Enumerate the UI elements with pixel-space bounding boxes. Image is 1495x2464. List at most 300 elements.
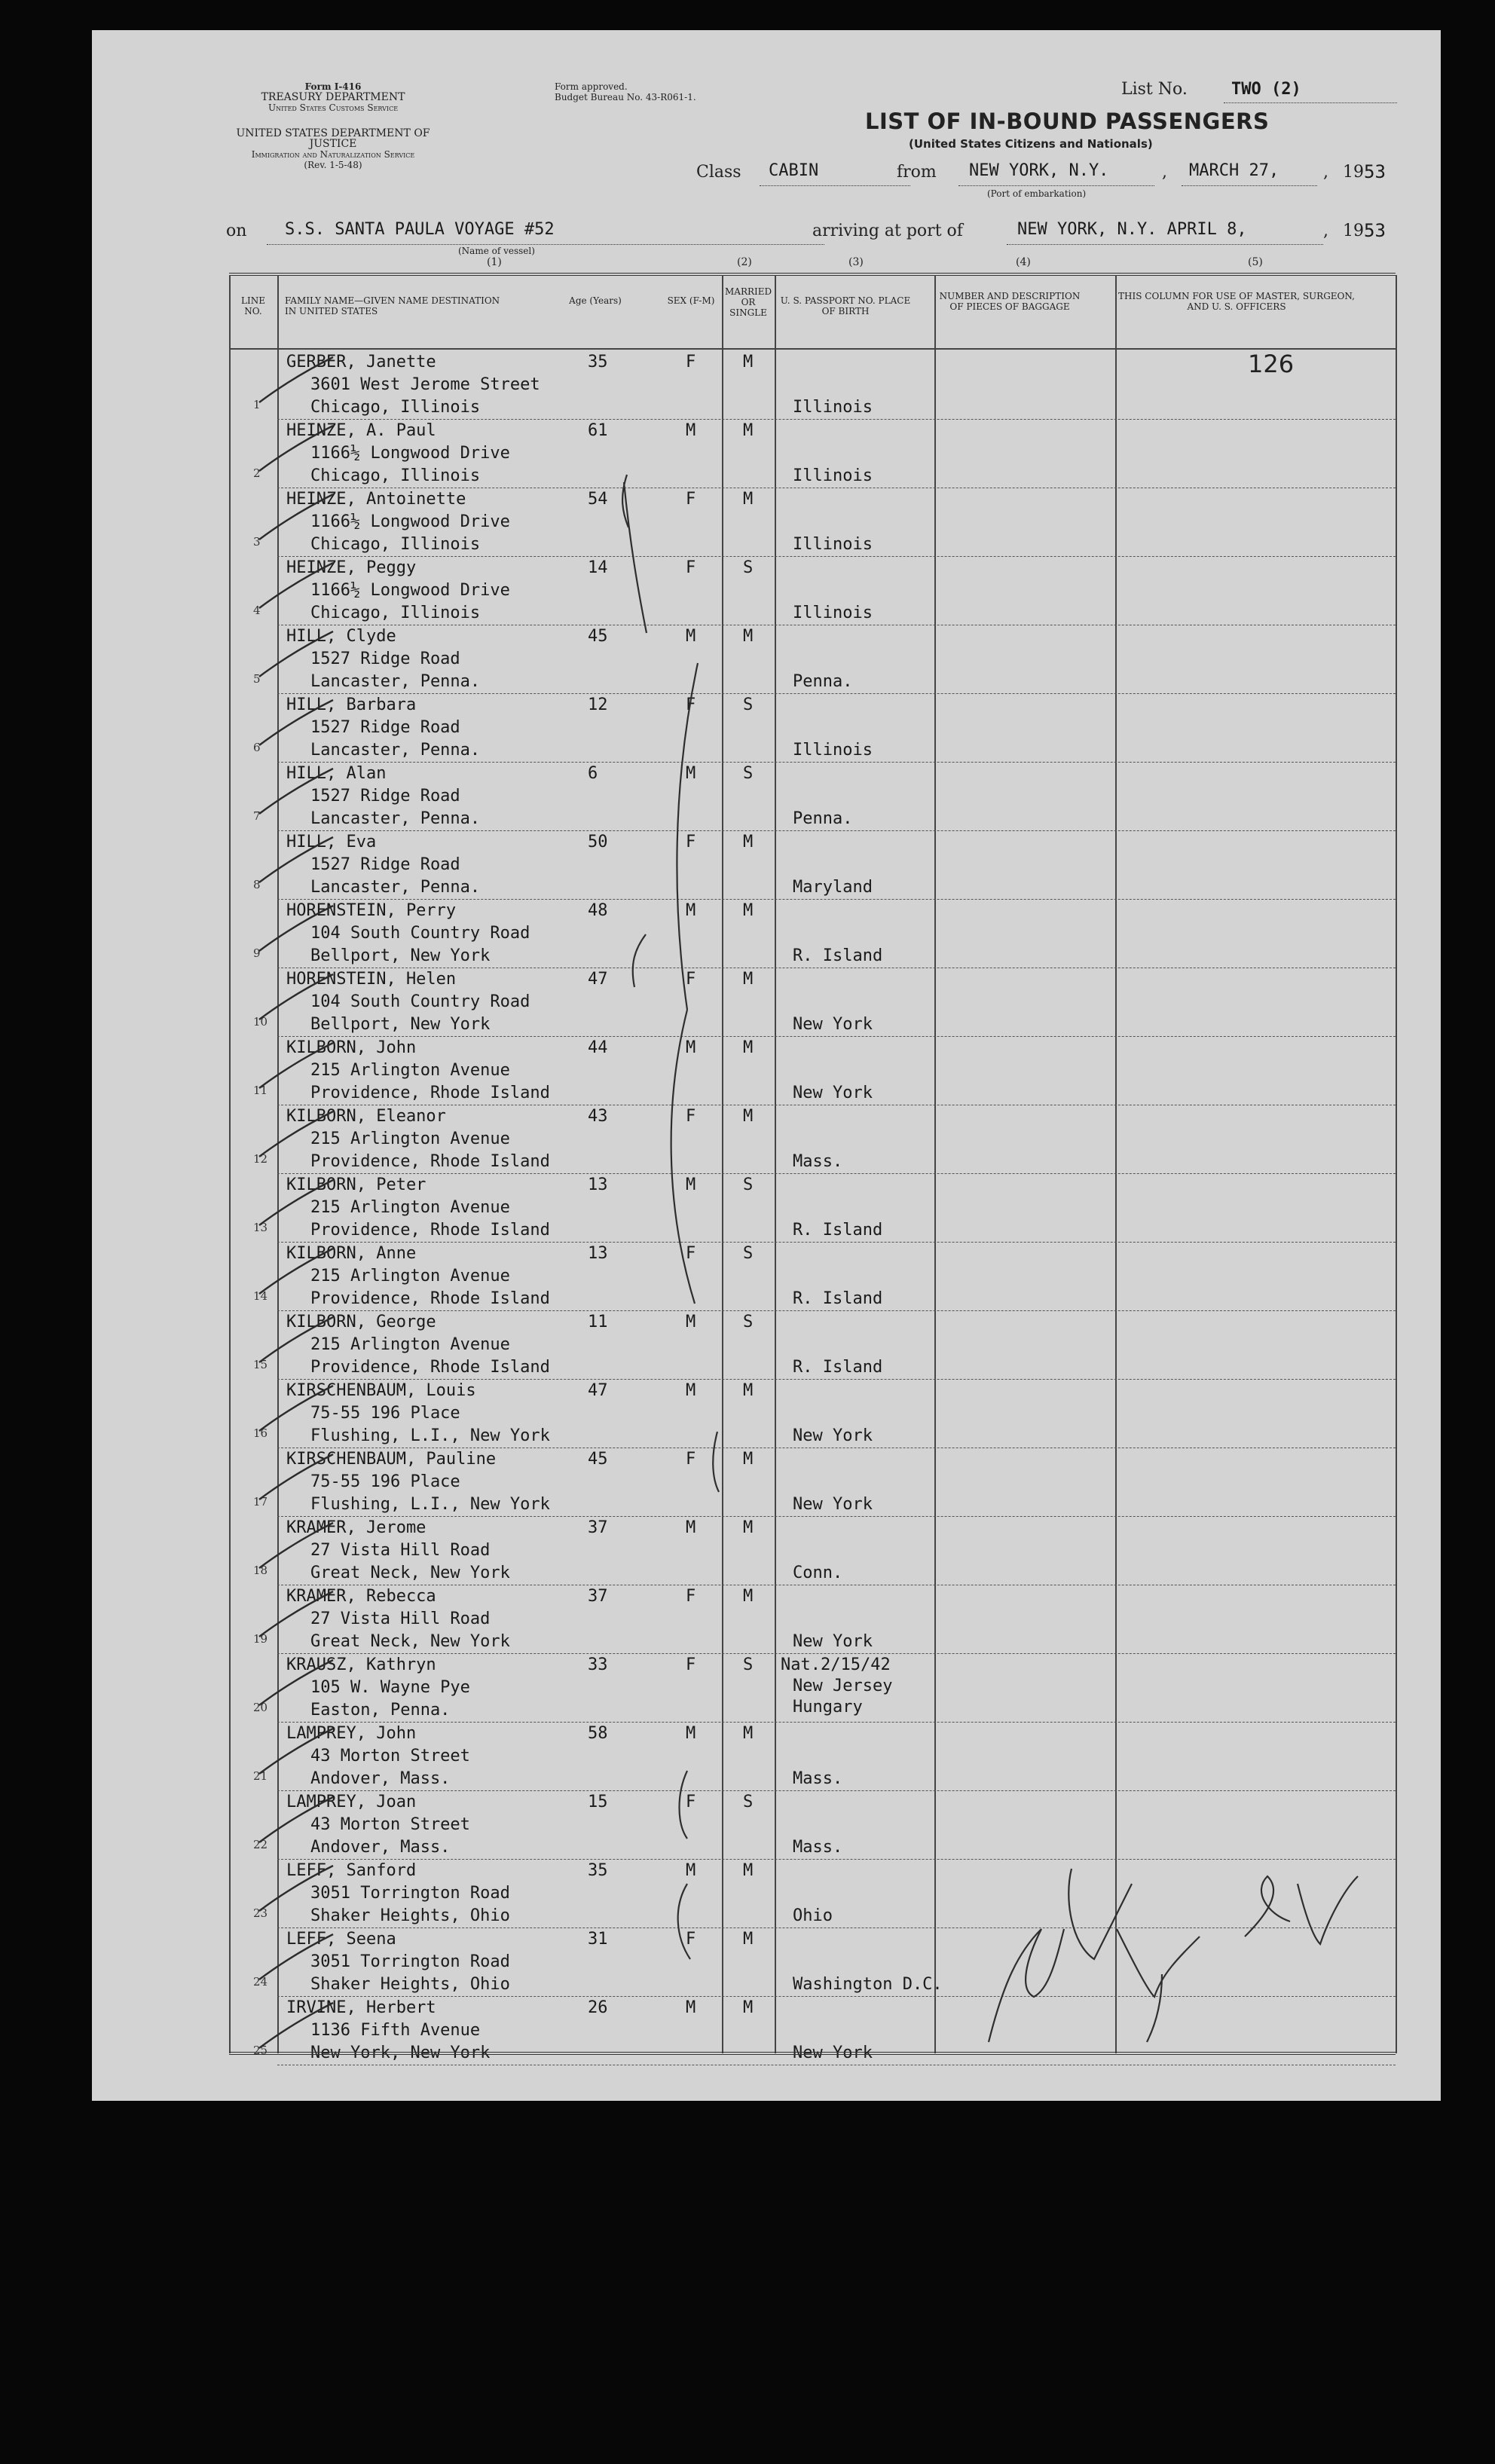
- address-city: Andover, Mass.: [310, 1769, 451, 1788]
- sex-value: F: [686, 353, 696, 371]
- address-city: Chicago, Illinois: [310, 398, 481, 417]
- comma: ,: [1323, 222, 1328, 240]
- line-number: 5: [253, 672, 261, 686]
- line-number: 3: [253, 535, 261, 549]
- line-number: 21: [253, 1769, 268, 1783]
- birth-place: R. Island: [793, 1221, 883, 1240]
- arriving-label: arriving at port of: [812, 222, 963, 240]
- table-row: [92, 488, 1441, 557]
- marital-status: M: [743, 833, 754, 851]
- column-number: (3): [848, 256, 864, 268]
- table-row: [92, 694, 1441, 763]
- address-street: 43 Morton Street: [310, 1747, 470, 1765]
- address-city: Lancaster, Penna.: [310, 672, 481, 691]
- line-number: 22: [253, 1838, 268, 1851]
- address-street: 215 Arlington Avenue: [310, 1198, 510, 1217]
- birth-place: Illinois: [793, 466, 873, 485]
- arrive-underline: [1007, 244, 1323, 245]
- col-header-baggage: NUMBER AND DESCRIPTION OF PIECES OF BAGGAGE: [939, 291, 1081, 312]
- address-street: 43 Morton Street: [310, 1815, 470, 1834]
- birth-place: New York: [793, 1426, 873, 1445]
- age-value: 37: [588, 1518, 608, 1537]
- address-city: Andover, Mass.: [310, 1838, 451, 1857]
- table-row: [92, 557, 1441, 625]
- check-mark-icon: [255, 1107, 338, 1160]
- marital-status: S: [743, 764, 754, 783]
- birth-place: New York: [793, 1632, 873, 1651]
- passenger-name: KILBORN, John: [286, 1038, 417, 1057]
- address-city: Lancaster, Penna.: [310, 878, 481, 897]
- table-row: [92, 1791, 1441, 1860]
- table-row: [92, 1380, 1441, 1448]
- address-city: Shaker Heights, Ohio: [310, 1906, 510, 1925]
- passenger-name: HILL, Eva: [286, 833, 377, 851]
- line-number: 4: [253, 604, 261, 617]
- vessel-name: S.S. SANTA PAULA VOYAGE #52: [285, 220, 555, 239]
- embark-port: NEW YORK, N.Y.: [969, 161, 1109, 180]
- treasury-dept: TREASURY DEPARTMENT: [261, 91, 405, 103]
- passenger-name: KILBORN, George: [286, 1313, 436, 1331]
- address-street: 105 W. Wayne Pye: [310, 1678, 470, 1697]
- sex-value: M: [686, 1175, 696, 1194]
- table-row: [92, 1174, 1441, 1243]
- arrival-port-date: NEW YORK, N.Y. APRIL 8,: [1017, 220, 1247, 239]
- from-underline: [958, 185, 1154, 186]
- sex-value: M: [686, 421, 696, 440]
- page-title: LIST OF IN-BOUND PASSENGERS: [865, 109, 1270, 134]
- table-row: [92, 1037, 1441, 1105]
- address-city: Great Neck, New York: [310, 1632, 510, 1651]
- birth-place: Mass.: [793, 1769, 843, 1788]
- table-row: [92, 625, 1441, 694]
- line-number: 12: [253, 1152, 268, 1166]
- sex-value: M: [686, 901, 696, 920]
- address-street: 215 Arlington Avenue: [310, 1130, 510, 1148]
- passenger-name: KRAMER, Jerome: [286, 1518, 426, 1537]
- marital-status: M: [743, 1861, 754, 1880]
- age-value: 31: [588, 1930, 608, 1949]
- birth-state: New Jersey: [793, 1677, 893, 1695]
- marital-status: S: [743, 695, 754, 714]
- sex-value: M: [686, 1861, 696, 1880]
- line-number: 1: [253, 398, 261, 411]
- address-street: 3601 West Jerome Street: [310, 375, 540, 394]
- address-city: Great Neck, New York: [310, 1564, 510, 1582]
- column-number: (2): [737, 256, 752, 268]
- depart-year: 53: [1364, 161, 1386, 182]
- revision: (Rev. 1-5-48): [304, 160, 362, 170]
- ins-service: Immigration and Naturalization Service: [251, 149, 415, 160]
- check-mark-icon: [255, 1518, 338, 1571]
- address-city: Providence, Rhode Island: [310, 1152, 550, 1171]
- passenger-name: KIRSCHENBAUM, Louis: [286, 1381, 476, 1400]
- line-number: 9: [253, 946, 261, 960]
- birth-place: New York: [793, 1015, 873, 1034]
- passenger-name: KRAUSZ, Kathryn: [286, 1655, 436, 1674]
- age-value: 43: [588, 1107, 608, 1126]
- check-mark-icon: [255, 695, 338, 748]
- address-street: 215 Arlington Avenue: [310, 1335, 510, 1354]
- sex-value: F: [686, 558, 696, 577]
- sex-value: F: [686, 1107, 696, 1126]
- year-prefix: 19: [1343, 163, 1364, 182]
- marital-status: S: [743, 1655, 754, 1674]
- line-number: 18: [253, 1564, 268, 1577]
- from-label: from: [897, 163, 937, 182]
- manifest-sheet: [92, 30, 1441, 2101]
- passenger-name: HORENSTEIN, Helen: [286, 970, 457, 989]
- age-value: 35: [588, 353, 608, 371]
- line-number: 14: [253, 1289, 268, 1303]
- column-number: (5): [1248, 256, 1263, 268]
- marital-status: M: [743, 1930, 754, 1949]
- age-value: 6: [588, 764, 598, 783]
- check-mark-icon: [255, 833, 338, 885]
- passenger-name: HEINZE, Antoinette: [286, 490, 466, 509]
- marital-status: S: [743, 1793, 754, 1811]
- age-value: 35: [588, 1861, 608, 1880]
- marital-status: M: [743, 1381, 754, 1400]
- address-city: Shaker Heights, Ohio: [310, 1975, 510, 1994]
- passenger-name: KILBORN, Eleanor: [286, 1107, 446, 1126]
- form-number: Form I-416: [304, 81, 362, 92]
- sex-value: F: [686, 1450, 696, 1469]
- sex-value: F: [686, 1587, 696, 1606]
- customs-service: United States Customs Service: [268, 102, 399, 113]
- table-top-rule: [229, 273, 1396, 276]
- passenger-name: HEINZE, A. Paul: [286, 421, 436, 440]
- passenger-name: KRAMER, Rebecca: [286, 1587, 436, 1606]
- birth-place: R. Island: [793, 1358, 883, 1377]
- form-header-agencies: [220, 81, 446, 113]
- address-street: 3051 Torrington Road: [310, 1884, 510, 1903]
- marital-status: M: [743, 627, 754, 646]
- address-street: 1166½ Longwood Drive: [310, 581, 510, 600]
- check-mark-icon: [255, 1793, 338, 1845]
- passenger-name: IRVINE, Herbert: [286, 1998, 436, 2017]
- age-value: 44: [588, 1038, 608, 1057]
- class-underline: [760, 185, 910, 186]
- birth-place: Illinois: [793, 604, 873, 622]
- col-header-sex: SEX (F-M): [667, 295, 715, 306]
- address-city: Flushing, L.I., New York: [310, 1426, 550, 1445]
- address-street: 27 Vista Hill Road: [310, 1541, 491, 1560]
- class-value: CABIN: [769, 161, 819, 180]
- birth-place: Hungary: [793, 1698, 863, 1717]
- vessel-underline: [267, 244, 824, 245]
- birth-place: Illinois: [793, 535, 873, 554]
- marital-status: M: [743, 353, 754, 371]
- birth-place: Illinois: [793, 741, 873, 760]
- arrive-year: 53: [1364, 220, 1386, 241]
- address-city: Lancaster, Penna.: [310, 741, 481, 760]
- address-city: Providence, Rhode Island: [310, 1358, 550, 1377]
- table-row: [92, 1585, 1441, 1654]
- check-mark-icon: [255, 970, 338, 1023]
- sex-value: M: [686, 1518, 696, 1537]
- age-value: 47: [588, 970, 608, 989]
- check-mark-icon: [255, 901, 338, 954]
- age-value: 47: [588, 1381, 608, 1400]
- passenger-name: HILL, Barbara: [286, 695, 417, 714]
- line-number: 11: [253, 1084, 268, 1097]
- passenger-name: KIRSCHENBAUM, Pauline: [286, 1450, 497, 1469]
- age-value: 33: [588, 1655, 608, 1674]
- address-city: New York, New York: [310, 2044, 491, 2062]
- budget-bureau: Budget Bureau No. 43-R061-1.: [555, 92, 696, 102]
- address-city: Providence, Rhode Island: [310, 1084, 550, 1102]
- age-value: 13: [588, 1175, 608, 1194]
- sex-value: M: [686, 1313, 696, 1331]
- address-street: 1527 Ridge Road: [310, 787, 460, 806]
- check-mark-icon: [255, 1998, 338, 2051]
- passenger-name: LAMPREY, Joan: [286, 1793, 417, 1811]
- passenger-name: HILL, Alan: [286, 764, 387, 783]
- table-row: [92, 1860, 1441, 1928]
- age-value: 58: [588, 1724, 608, 1743]
- class-label: Class: [696, 163, 741, 182]
- address-city: Bellport, New York: [310, 1015, 491, 1034]
- birth-place: New York: [793, 2044, 873, 2062]
- line-number: 6: [253, 741, 261, 754]
- sex-value: M: [686, 1038, 696, 1057]
- birth-place: New York: [793, 1084, 873, 1102]
- form-approved: Form approved.: [555, 81, 628, 92]
- sex-value: M: [686, 1724, 696, 1743]
- list-no-value: TWO (2): [1231, 80, 1301, 99]
- check-mark-icon: [255, 1244, 338, 1297]
- line-number: 13: [253, 1221, 268, 1234]
- address-street: 104 South Country Road: [310, 992, 530, 1011]
- sex-value: F: [686, 490, 696, 509]
- age-value: 61: [588, 421, 608, 440]
- address-street: 1527 Ridge Road: [310, 855, 460, 874]
- sex-value: M: [686, 1381, 696, 1400]
- sex-value: F: [686, 695, 696, 714]
- birth-place: Mass.: [793, 1152, 843, 1171]
- age-value: 50: [588, 833, 608, 851]
- sex-value: M: [686, 627, 696, 646]
- sex-value: F: [686, 1244, 696, 1263]
- table-row: [92, 763, 1441, 831]
- passenger-name: KILBORN, Anne: [286, 1244, 417, 1263]
- table-row: [92, 831, 1441, 900]
- marital-status: M: [743, 970, 754, 989]
- line-number: 17: [253, 1495, 268, 1509]
- sex-value: F: [686, 1655, 696, 1674]
- col-header-married: MARRIED OR SINGLE: [725, 286, 772, 318]
- col-header-passport: U. S. PASSPORT NO. PLACE OF BIRTH: [780, 295, 911, 316]
- check-mark-icon: [255, 1313, 338, 1365]
- list-no-label: List No.: [1121, 80, 1188, 99]
- naturalization: Nat.2/15/42: [781, 1655, 891, 1674]
- table-row: [92, 1243, 1441, 1311]
- table-row: [92, 1448, 1441, 1517]
- line-number: 20: [253, 1701, 268, 1714]
- table-row: [92, 420, 1441, 488]
- port-caption: (Port of embarkation): [987, 188, 1087, 199]
- address-city: Bellport, New York: [310, 946, 491, 965]
- table-row: [92, 1723, 1441, 1791]
- marital-status: M: [743, 901, 754, 920]
- table-row: [92, 1654, 1441, 1723]
- birth-place: R. Island: [793, 946, 883, 965]
- birth-place: Ohio: [793, 1906, 833, 1925]
- col-header-officers: THIS COLUMN FOR USE OF MASTER, SURGEON, AND U. S. OFFICERS: [1118, 291, 1355, 312]
- age-value: 11: [588, 1313, 608, 1331]
- age-value: 12: [588, 695, 608, 714]
- line-number: 16: [253, 1426, 268, 1440]
- sex-value: F: [686, 970, 696, 989]
- address-city: Chicago, Illinois: [310, 535, 481, 554]
- table-row: [92, 1311, 1441, 1380]
- check-mark-icon: [255, 1175, 338, 1228]
- officer-number: 126: [1248, 350, 1295, 378]
- list-no-underline: [1224, 102, 1397, 103]
- table-row: [92, 1517, 1441, 1585]
- age-value: 48: [588, 901, 608, 920]
- address-street: 104 South Country Road: [310, 924, 530, 943]
- check-mark-icon: [255, 1930, 338, 1983]
- col-header-name: FAMILY NAME—GIVEN NAME DESTINATION IN UNITED STATES: [285, 295, 500, 316]
- address-street: 1166½ Longwood Drive: [310, 444, 510, 463]
- address-city: Lancaster, Penna.: [310, 809, 481, 828]
- check-mark-icon: [255, 764, 338, 817]
- check-mark-icon: [255, 558, 338, 611]
- marital-status: M: [743, 1450, 754, 1469]
- passenger-name: LEFF, Sanford: [286, 1861, 417, 1880]
- age-value: 13: [588, 1244, 608, 1263]
- col-header-line: LINE NO.: [241, 295, 265, 316]
- line-number: 2: [253, 466, 261, 480]
- birth-place: Conn.: [793, 1564, 843, 1582]
- birth-place: Illinois: [793, 398, 873, 417]
- check-mark-icon: [255, 1724, 338, 1777]
- passenger-name: LEFF, Seena: [286, 1930, 396, 1949]
- table-row: [92, 968, 1441, 1037]
- check-mark-icon: [255, 627, 338, 680]
- marital-status: M: [743, 1587, 754, 1606]
- age-value: 15: [588, 1793, 608, 1811]
- address-street: 215 Arlington Avenue: [310, 1267, 510, 1285]
- check-mark-icon: [255, 353, 338, 405]
- address-street: 1136 Fifth Avenue: [310, 2021, 481, 2040]
- address-street: 1527 Ridge Road: [310, 650, 460, 668]
- address-street: 3051 Torrington Road: [310, 1952, 510, 1971]
- passenger-name: HILL, Clyde: [286, 627, 396, 646]
- column-number: (1): [487, 256, 502, 268]
- table-row: [92, 1997, 1441, 2065]
- approval-note: [555, 81, 696, 102]
- comma: ,: [1323, 163, 1328, 182]
- date-underline: [1182, 185, 1317, 186]
- on-label: on: [226, 222, 247, 240]
- table-row: [92, 900, 1441, 968]
- table-row: [92, 1928, 1441, 1997]
- check-mark-icon: [255, 1381, 338, 1434]
- age-value: 45: [588, 627, 608, 646]
- marital-status: S: [743, 1244, 754, 1263]
- comma: ,: [1162, 163, 1167, 182]
- address-street: 27 Vista Hill Road: [310, 1610, 491, 1628]
- table-bottom-rule: [229, 2052, 1396, 2055]
- check-mark-icon: [255, 1655, 338, 1708]
- line-number: 25: [253, 2044, 268, 2057]
- line-number: 23: [253, 1906, 268, 1920]
- marital-status: M: [743, 421, 754, 440]
- address-street: 75-55 196 Place: [310, 1472, 460, 1491]
- birth-place: Washington D.C.: [793, 1975, 943, 1994]
- line-number: 10: [253, 1015, 268, 1029]
- marital-status: S: [743, 558, 754, 577]
- sex-value: F: [686, 833, 696, 851]
- marital-status: M: [743, 1998, 754, 2017]
- passenger-name: HORENSTEIN, Perry: [286, 901, 457, 920]
- sex-value: F: [686, 1793, 696, 1811]
- address-city: Chicago, Illinois: [310, 466, 481, 485]
- birth-place: New York: [793, 1495, 873, 1514]
- table-row: [92, 351, 1441, 420]
- marital-status: S: [743, 1313, 754, 1331]
- check-mark-icon: [255, 1861, 338, 1914]
- check-mark-icon: [255, 1587, 338, 1640]
- address-street: 215 Arlington Avenue: [310, 1061, 510, 1080]
- column-number: (4): [1016, 256, 1031, 268]
- sex-value: M: [686, 764, 696, 783]
- marital-status: M: [743, 1724, 754, 1743]
- birth-place: Maryland: [793, 878, 873, 897]
- address-street: 1166½ Longwood Drive: [310, 512, 510, 531]
- check-mark-icon: [255, 490, 338, 543]
- line-number: 24: [253, 1975, 268, 1989]
- age-value: 26: [588, 1998, 608, 2017]
- col-header-age: Age (Years): [569, 295, 622, 306]
- check-mark-icon: [255, 1450, 338, 1503]
- passenger-name: LAMPREY, John: [286, 1724, 417, 1743]
- header-rule: [229, 348, 1396, 350]
- birth-place: R. Island: [793, 1289, 883, 1308]
- address-street: 75-55 196 Place: [310, 1404, 460, 1423]
- page-subtitle: (United States Citizens and Nationals): [909, 137, 1153, 151]
- age-value: 37: [588, 1587, 608, 1606]
- sex-value: F: [686, 1930, 696, 1949]
- line-number: 8: [253, 878, 261, 891]
- address-city: Providence, Rhode Island: [310, 1221, 550, 1240]
- marital-status: M: [743, 1518, 754, 1537]
- table-row: [92, 1105, 1441, 1174]
- depart-date: MARCH 27,: [1189, 161, 1279, 180]
- vessel-caption: (Name of vessel): [458, 246, 535, 256]
- marital-status: M: [743, 1038, 754, 1057]
- check-mark-icon: [255, 421, 338, 474]
- address-city: Flushing, L.I., New York: [310, 1495, 550, 1514]
- passenger-name: GERBER, Janette: [286, 353, 436, 371]
- marital-status: S: [743, 1175, 754, 1194]
- address-city: Easton, Penna.: [310, 1701, 451, 1720]
- marital-status: M: [743, 490, 754, 509]
- line-number: 7: [253, 809, 261, 823]
- birth-place: Mass.: [793, 1838, 843, 1857]
- address-city: Providence, Rhode Island: [310, 1289, 550, 1308]
- birth-place: Penna.: [793, 672, 853, 691]
- line-number: 19: [253, 1632, 268, 1646]
- age-value: 14: [588, 558, 608, 577]
- arrive-year-prefix: 19: [1343, 222, 1364, 240]
- address-city: Chicago, Illinois: [310, 604, 481, 622]
- passenger-name: KILBORN, Peter: [286, 1175, 426, 1194]
- passenger-name: HEINZE, Peggy: [286, 558, 417, 577]
- age-value: 45: [588, 1450, 608, 1469]
